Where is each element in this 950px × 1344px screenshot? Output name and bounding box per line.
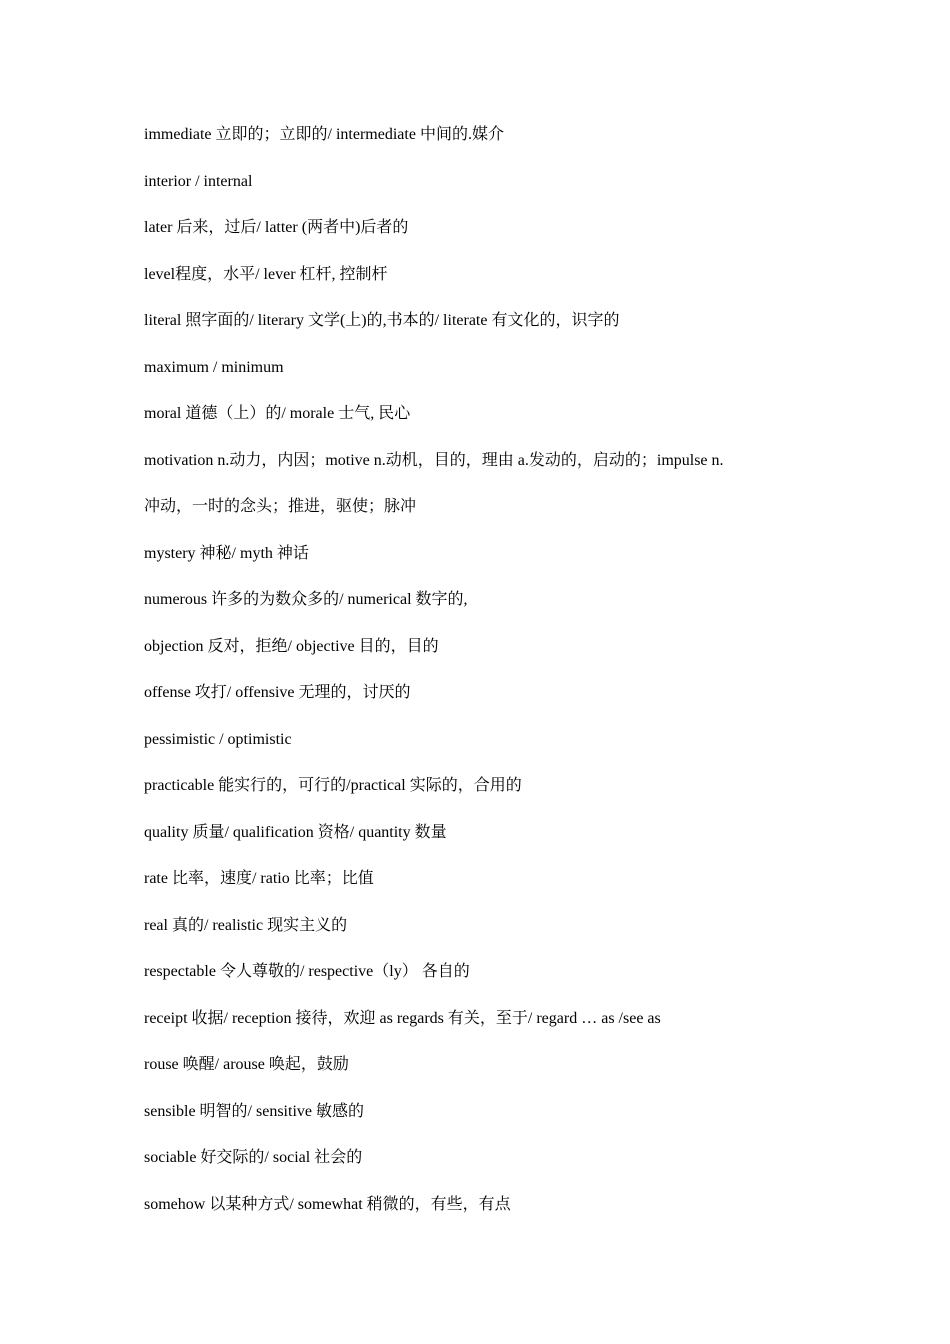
- vocab-line: immediate 立即的；立即的/ intermediate 中间的.媒介: [144, 126, 504, 143]
- vocab-line: offense 攻打/ offensive 无理的，讨厌的: [144, 684, 411, 701]
- vocab-line: quality 质量/ qualification 资格/ quantity 数量: [144, 823, 447, 841]
- vocab-line: numerous 许多的为数众多的/ numerical 数字的,: [144, 591, 468, 608]
- vocab-line: literal 照字面的/ literary 文学(上)的,书本的/ literate 有文化的，识字的: [144, 312, 620, 329]
- vocab-line: respectable 令人尊敬的/ respective（ly） 各自的: [144, 963, 470, 980]
- vocab-line: practicable 能实行的，可行的/practical 实际的，合用的: [144, 777, 522, 794]
- vocab-line: level程度，水平/ lever 杠杆, 控制杆: [144, 265, 388, 283]
- vocab-line: sociable 好交际的/ social 社会的: [144, 1149, 363, 1166]
- vocab-line: sensible 明智的/ sensitive 敏感的: [144, 1102, 364, 1120]
- vocab-line: mystery 神秘/ myth 神话: [144, 544, 309, 562]
- vocab-line: rate 比率，速度/ ratio 比率；比值: [144, 870, 374, 887]
- vocab-line: somehow 以某种方式/ somewhat 稍微的，有些，有点: [144, 1195, 511, 1213]
- vocab-line: receipt 收据/ reception 接待，欢迎 as regards 有关，至于/ regard … as /see as: [144, 1009, 661, 1027]
- vocab-line: objection 反对，拒绝/ objective 目的，目的: [144, 637, 439, 655]
- vocab-line: moral 道德（上）的/ morale 士气, 民心: [144, 405, 411, 422]
- vocab-line: motivation n.动力，内因；motive n.动机，目的，理由 a.发动的，启动的；impulse n.: [144, 451, 724, 469]
- vocab-line: pessimistic / optimistic: [144, 730, 292, 748]
- vocab-line-continuation: 冲动，一时的念头；推进，驱使；脉冲: [144, 498, 417, 515]
- vocabulary-list: [144, 124, 784, 1240]
- vocab-line: maximum / minimum: [144, 358, 284, 376]
- vocab-line: real 真的/ realistic 现实主义的: [144, 916, 348, 934]
- vocab-line: interior / internal: [144, 172, 253, 190]
- vocab-line: later 后来，过后/ latter (两者中)后者的: [144, 219, 409, 236]
- vocab-line: rouse 唤醒/ arouse 唤起，鼓励: [144, 1056, 349, 1073]
